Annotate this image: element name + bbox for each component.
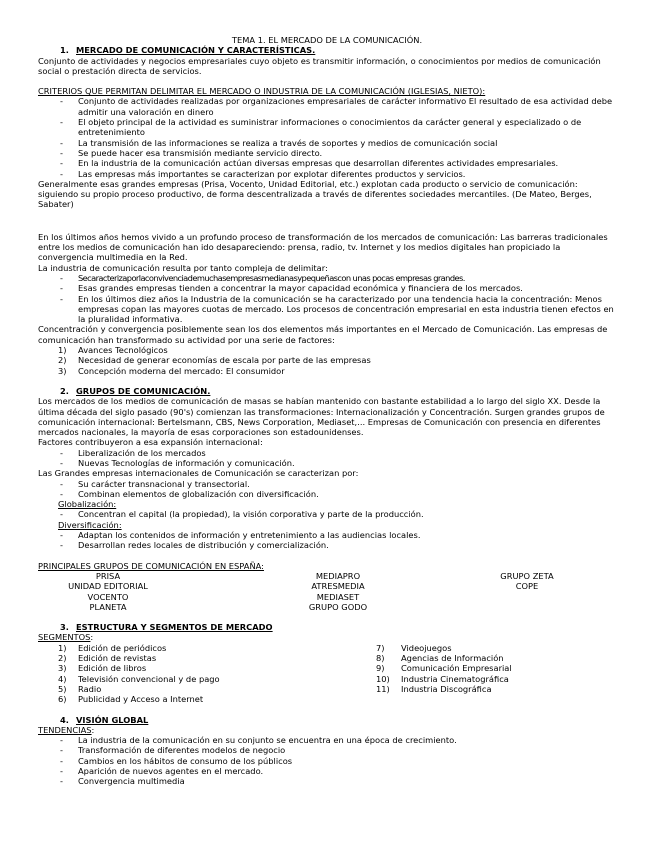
section-2-title: GRUPOS DE COMUNICACIÓN. (76, 385, 211, 396)
list-item: 8) Agencias de Información (376, 653, 504, 664)
list-item: - El objeto principal de la actividad es suministrar informaciones o conocimientos da carácter general y especializado o de entretenimiento (38, 117, 616, 138)
group-name: ATRESMEDIA (311, 581, 365, 592)
spain-groups-table (38, 571, 616, 612)
list-item: - La transmisión de las informaciones se realiza a través de soportes y medios de comunicación social (38, 138, 616, 148)
list-item: - Desarrollan redes locales de distribución y comercialización. (38, 540, 616, 550)
concentration-paragraph: Concentración y convergencia posiblemente sean los dos elementos más importantes en el Mercado de Comunicación. Las empresas de comunicación han transformado su actividad por una serie de factores: (38, 324, 608, 345)
section-4-title: VISIÓN GLOBAL (76, 714, 149, 725)
list-item: 3) Edición de libros (58, 663, 147, 674)
list-item: 11) Industria Discográfica (376, 683, 492, 694)
transformation-paragraph: En los últimos años hemos vivido a un profundo proceso de transformación de los mercados de comunicación: Las barreras tradicionales entre los medios de comunicación han ido desapareciendo: prensa, radio, tv. Internet y los medios digitales han propiciado la convergencia multimedia en la Red. (38, 231, 608, 263)
list-item: - Liberalización de los mercados (38, 448, 616, 458)
list-item: - Aparición de nuevos agentes en el mercado. (38, 766, 616, 776)
list-item: - Cambios en los hábitos de consumo de los públicos (38, 756, 616, 766)
section-2-heading (60, 386, 616, 396)
groups-column (38, 571, 238, 612)
list-item: 6) Publicidad y Acceso a Internet (58, 694, 204, 705)
list-item: 1) Avances Tecnológicos (58, 345, 168, 356)
traits-paragraph: Las Grandes empresas internacionales de Comunicación se caracterizan por: (38, 468, 359, 479)
list-item: 10) Industria Cinematográfica (376, 673, 509, 684)
list-item: - Esas grandes empresas tienden a concentrar la mayor capacidad económica y financiera de los mercados. (38, 283, 616, 293)
criteria-list (38, 96, 616, 178)
spain-groups-heading: PRINCIPALES GRUPOS DE COMUNICACIÓN EN ESPAÑA: (38, 560, 264, 571)
expansion-paragraph: Factores contribuyeron a esa expansión internacional: (38, 437, 263, 448)
criteria-heading: CRITERIOS QUE PERMITAN DELIMITAR EL MERCADO O INDUSTRIA DE LA COMUNICACIÓN (IGLESIAS, NIETO): (38, 86, 486, 97)
list-item: - En los últimos diez años la Industria de la comunicación se ha caracterizado por una tendencia hacia la concentración: Menos empresas copan las mayores cuotas de mercado. Los procesos de concentración empresarial en esta industria tienen efectos en la pluralidad informativa. (38, 294, 616, 325)
segments-label: SEGMENTOS: (38, 632, 94, 643)
list-item: - Convergencia multimedia (38, 776, 616, 786)
groups-column (438, 571, 616, 612)
segments-list-right (376, 643, 616, 694)
section-1-title: MERCADO DE COMUNICACIÓN Y CARACTERÍSTICAS. (76, 45, 316, 56)
trends-label: TENDENCIAS: (38, 724, 95, 735)
list-item: - Transformación de diferentes modelos de negocio (38, 745, 616, 755)
complexity-paragraph: La industria de comunicación resulta por tanto compleja de delimitar: (38, 262, 328, 273)
list-item: - Las empresas más importantes se caracterizan por explotar diferentes productos y servicios. (38, 169, 616, 179)
groups-column (238, 571, 438, 612)
section-2-number: 2. (60, 385, 69, 396)
list-item: - La industria de la comunicación en su conjunto se encuentra en una época de crecimiento. (38, 735, 616, 745)
group-name: GRUPO ZETA (500, 570, 554, 581)
diversification-label: Diversificación: (58, 519, 122, 530)
section-4-heading (60, 715, 616, 725)
expansion-list (38, 448, 616, 469)
list-item: - Su carácter transnacional y transectorial. (38, 479, 616, 489)
group-name: MEDIASET (316, 591, 360, 602)
document-title: TEMA 1. EL MERCADO DE LA COMUNICACIÓN. (231, 35, 423, 45)
list-item: 3) Concepción moderna del mercado: El consumidor (58, 365, 285, 376)
list-item: - Conjunto de actividades realizadas por organizaciones empresariales de carácter informativo El resultado de esa actividad debe admitir una valoración en dinero (38, 96, 616, 117)
group-name: COPE (515, 581, 539, 592)
group-name: PLANETA (89, 601, 127, 612)
list-item: - Adaptan los contenidos de información y entretenimiento a las audiencias locales. (38, 530, 616, 540)
list-item: 1) Edición de periódicos (58, 642, 167, 653)
section-3-heading (60, 622, 616, 632)
section-1-number: 1. (60, 45, 69, 56)
list-item: - Concentran el capital (la propiedad), la visión corporativa y parte de la producción. (38, 509, 616, 519)
list-item: 7) Videojuegos (376, 642, 452, 653)
traits-list (38, 479, 616, 500)
list-item: - Se puede hacer esa transmisión mediante servicio directo. (38, 148, 616, 158)
globalization-label: Globalización: (58, 499, 117, 510)
globalization-list (38, 509, 616, 519)
trends-list (38, 735, 616, 786)
segments-right-column (376, 643, 616, 705)
document-body (38, 35, 616, 787)
general-paragraph: Generalmente esas grandes empresas (Prisa, Vocento, Unidad Editorial, etc.) explotan cada producto o servicio de comunicación: siguiendo su propio proceso productivo, de forma descentralizada a través de diferentes sociedades mercantiles. (De Mateo, Berges, Sabater) (38, 178, 592, 210)
groups-paragraph: Los mercados de los medios de comunicación de masas se habían mantenido con bastante estabilidad a lo largo del siglo XX. Desde la última década del siglo pasado (90's) comienzan las transformaciones: Internacionalización y Concentración. Surgen grandes grupos de comunicación internacional: Bertelsmann, CBS, News Corporation, Mediaset,... Empresas de Comunicación con presencia en diferentes mercados nacionales, la mayoría de esas corporaciones son estadounidenses. (38, 396, 605, 438)
section-3-title: ESTRUCTURA Y SEGMENTOS DE MERCADO (76, 622, 273, 633)
group-name: UNIDAD EDITORIAL (68, 581, 148, 592)
group-name: MEDIAPRO (315, 570, 361, 581)
list-item: 9) Comunicación Empresarial (376, 663, 512, 674)
market-definition: Conjunto de actividades y negocios empresariales cuyo objeto es transmitir información, o conocimientos por medios de comunicación social o prestación directa de servicios. (38, 55, 601, 76)
segments-table (38, 643, 616, 705)
group-name: VOCENTO (87, 591, 129, 602)
list-item: - Combinan elementos de globalización con diversificación. (38, 489, 616, 499)
section-1-heading (60, 45, 616, 55)
list-item: 2) Necesidad de generar economías de escala por parte de las empresas (58, 355, 371, 366)
list-item: 5) Radio (58, 683, 102, 694)
list-item: 2) Edición de revistas (58, 653, 157, 664)
list-item: - Nuevas Tecnologías de información y comunicación. (38, 458, 616, 468)
list-item: 4) Televisión convencional y de pago (58, 673, 220, 684)
complexity-list (38, 273, 616, 324)
section-3-number: 3. (60, 622, 69, 633)
factors-list (38, 345, 616, 376)
group-name: GRUPO GODO (308, 601, 368, 612)
diversification-list (38, 530, 616, 551)
list-item: - Secaracterizaporlaconvivenciademuchasempresasmedianasypequeñascon unas pocas empresas grandes. (38, 273, 616, 283)
list-item: - En la industria de la comunicación actúan diversas empresas que desarrollan diferentes actividades empresariales. (38, 158, 616, 168)
segments-list-left (38, 643, 376, 705)
section-4-number: 4. (60, 714, 69, 725)
group-name: PRISA (95, 570, 121, 581)
